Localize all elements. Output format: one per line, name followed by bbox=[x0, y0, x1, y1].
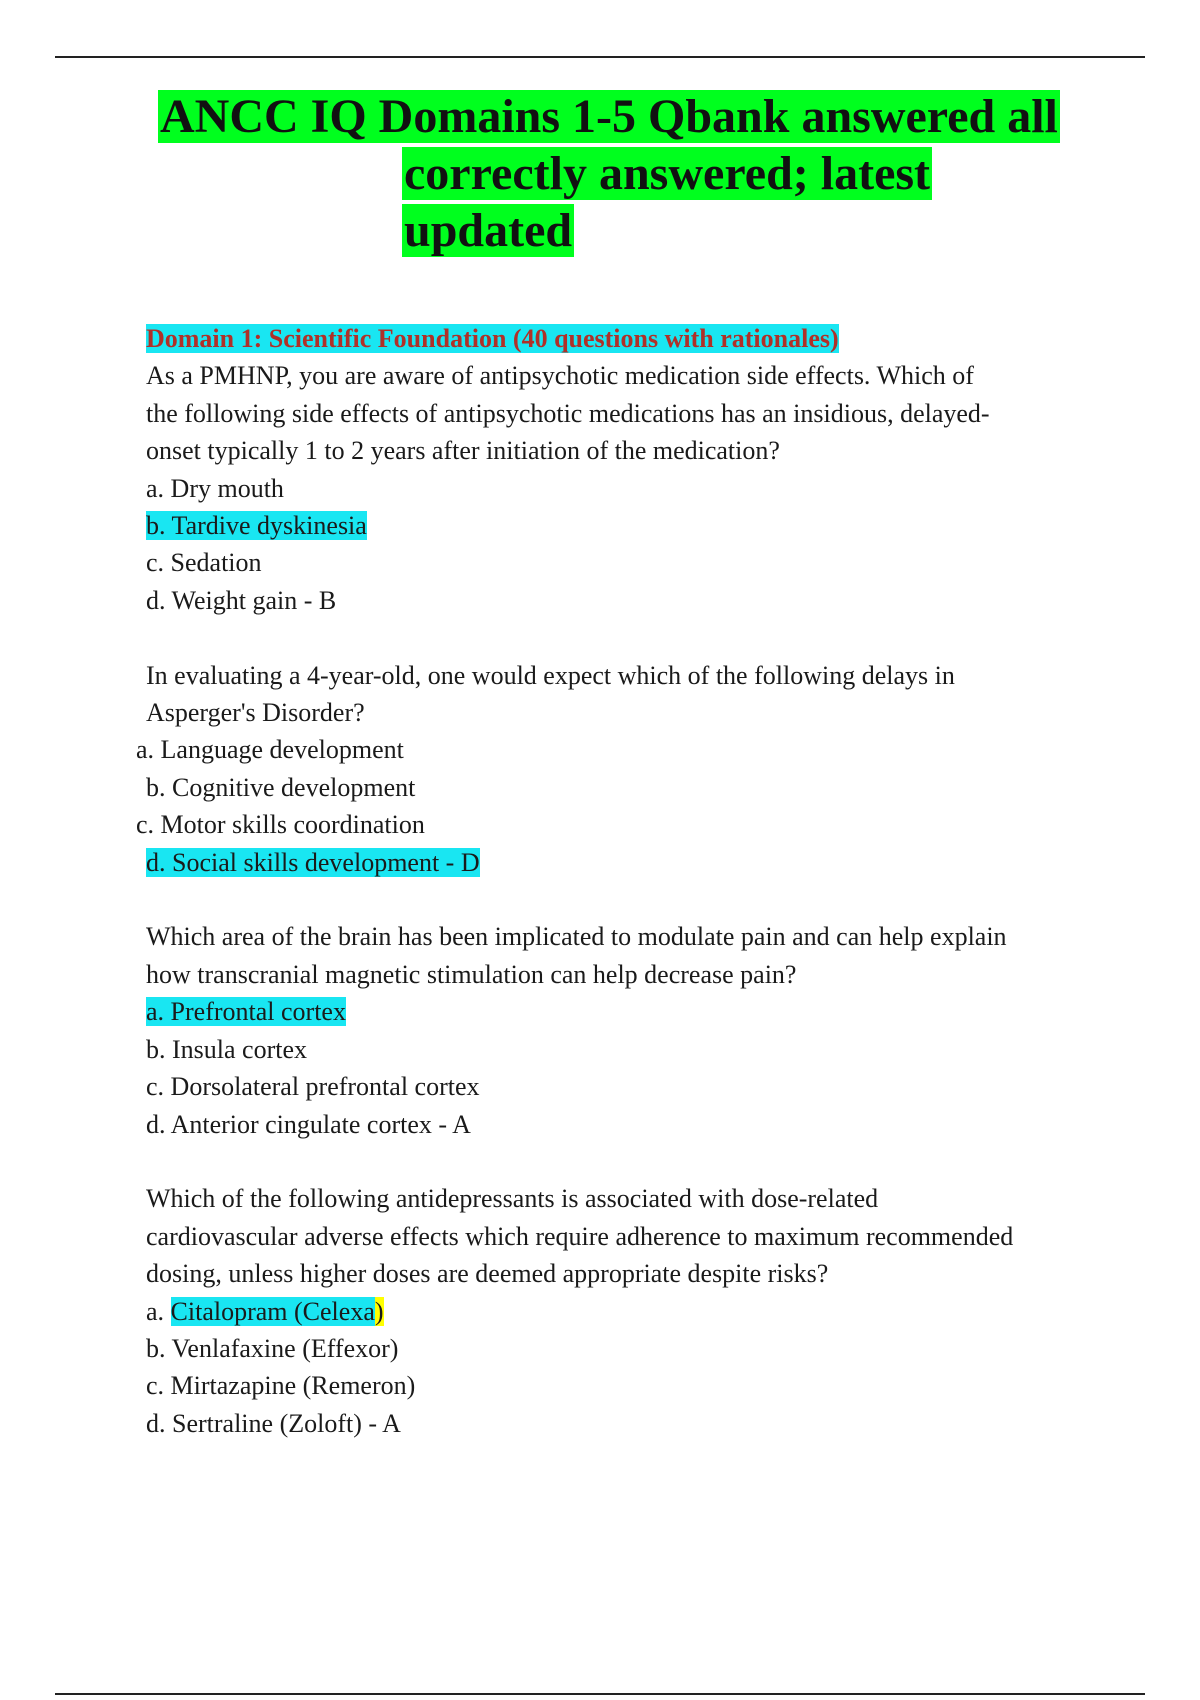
answer-option: c. Dorsolateral prefrontal cortex bbox=[146, 1072, 480, 1102]
answer-option: d. Weight gain - B bbox=[146, 585, 337, 615]
top-rule bbox=[55, 56, 1145, 58]
title-line: ANCC IQ Domains 1-5 Qbank answered all bbox=[160, 90, 1058, 143]
answer-option: c. Mirtazapine (Remeron) bbox=[146, 1371, 416, 1401]
question-text: dosing, unless higher doses are deemed appropriate despite risks? bbox=[146, 1259, 829, 1289]
answer-option: b. Cognitive development bbox=[146, 772, 416, 802]
question-text: Asperger's Disorder? bbox=[146, 698, 365, 728]
answer-option-correct: a. Citalopram (Celexa) bbox=[146, 1296, 384, 1326]
answer-option: b. Venlafaxine (Effexor) bbox=[146, 1333, 399, 1363]
question-block bbox=[146, 918, 1096, 1142]
question-block bbox=[146, 357, 1096, 619]
question-block bbox=[146, 1180, 1096, 1442]
question-text: the following side effects of antipsychotic medications has an insidious, delayed- bbox=[146, 398, 990, 428]
title-line: correctly answered; latest bbox=[404, 147, 931, 200]
answer-option: d. Sertraline (Zoloft) - A bbox=[146, 1408, 401, 1438]
domain-heading: Domain 1: Scientific Foundation (40 questions with rationales) bbox=[146, 324, 839, 353]
answer-option-correct: a. Prefrontal cortex bbox=[146, 997, 346, 1027]
question-block bbox=[136, 657, 1096, 881]
question-text: Which area of the brain has been implicated to modulate pain and can help explain bbox=[146, 922, 1007, 952]
answer-option: a. Dry mouth bbox=[146, 473, 284, 503]
title-line: updated bbox=[404, 204, 573, 257]
answer-option-correct: b. Tardive dyskinesia bbox=[146, 511, 367, 541]
answer-option: c. Motor skills coordination bbox=[136, 810, 425, 840]
answer-option: d. Anterior cingulate cortex - A bbox=[146, 1109, 471, 1139]
question-text: cardiovascular adverse effects which require adherence to maximum recommended bbox=[146, 1221, 1014, 1251]
question-text: Which of the following antidepressants is associated with dose-related bbox=[146, 1184, 879, 1214]
question-text: As a PMHNP, you are aware of antipsychotic medication side effects. Which of bbox=[146, 361, 974, 391]
answer-option: a. Language development bbox=[136, 735, 404, 765]
answer-option: c. Sedation bbox=[146, 548, 262, 578]
bottom-rule bbox=[55, 1693, 1145, 1695]
question-text: In evaluating a 4-year-old, one would expect which of the following delays in bbox=[146, 660, 955, 690]
answer-option-correct: d. Social skills development - D bbox=[146, 847, 480, 877]
question-text: onset typically 1 to 2 years after initiation of the medication? bbox=[146, 436, 780, 466]
question-text: how transcranial magnetic stimulation can help decrease pain? bbox=[146, 959, 797, 989]
document-body bbox=[136, 320, 1096, 1442]
answer-option: b. Insula cortex bbox=[146, 1034, 308, 1064]
